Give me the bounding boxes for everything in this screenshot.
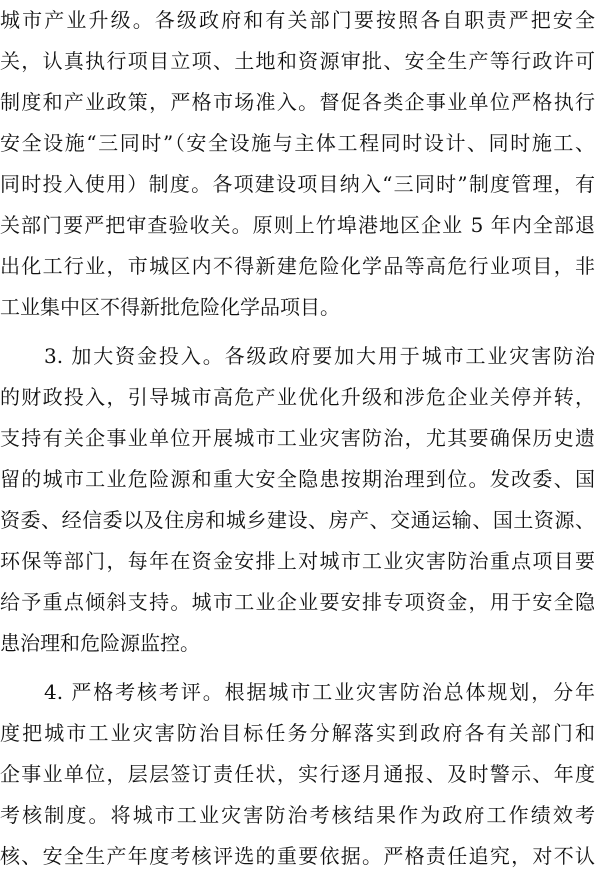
text-line: 给予重点倾斜支持。城市工业企业要安排专项资金，用于安全隐	[0, 590, 595, 614]
text-line: 企事业单位，层层签订责任状，实行逐月通报、及时警示、年度	[0, 762, 595, 786]
text-line: 城市产业升级。各级政府和有关部门要按照各自职责严把安全	[0, 8, 595, 32]
text-line: 留的城市工业危险源和重大安全隐患按期治理到位。发改委、国	[0, 467, 595, 491]
paragraph-end-line: 工业集中区不得新批危险化学品项目。	[0, 295, 340, 319]
text-line: 的财政投入，引导城市高危产业优化升级和涉危企业关停并转，	[0, 385, 595, 409]
text-line: 核、安全生产年度考核评选的重要依据。严格责任追究，对不认	[0, 844, 595, 868]
text-line: 出化工行业，市城区内不得新建危险化学品等高危行业项目，非	[0, 254, 595, 278]
section-heading-line: 3. 加大资金投入。各级政府要加大用于城市工业灾害防治	[44, 344, 595, 368]
text-line: 同时投入使用）制度。各项建设项目纳入“三同时”制度管理，有	[0, 172, 595, 196]
text-line: 制度和产业政策，严格市场准入。督促各类企事业单位严格执行	[0, 90, 595, 114]
text-line: 考核制度。将城市工业灾害防治考核结果作为政府工作绩效考	[0, 803, 595, 827]
text-line: 支持有关企事业单位开展城市工业灾害防治，尤其要确保历史遗	[0, 426, 595, 450]
section-heading-line: 4. 严格考核考评。根据城市工业灾害防治总体规划，分年	[44, 680, 595, 704]
text-line: 环保等部门，每年在资金安排上对城市工业灾害防治重点项目要	[0, 549, 595, 573]
text-line: 度把城市工业灾害防治目标任务分解落实到政府各有关部门和	[0, 721, 595, 745]
text-line: 资委、经信委以及住房和城乡建设、房产、交通运输、国土资源、	[0, 508, 595, 532]
paragraph-end-line: 患治理和危险源监控。	[0, 631, 200, 655]
text-line: 关，认真执行项目立项、土地和资源审批、安全生产等行政许可	[0, 49, 595, 73]
text-line: 关部门要严把审查验收关。原则上竹埠港地区企业 5 年内全部退	[0, 213, 595, 237]
text-line: 安全设施“三同时”（安全设施与主体工程同时设计、同时施工、	[0, 131, 595, 155]
